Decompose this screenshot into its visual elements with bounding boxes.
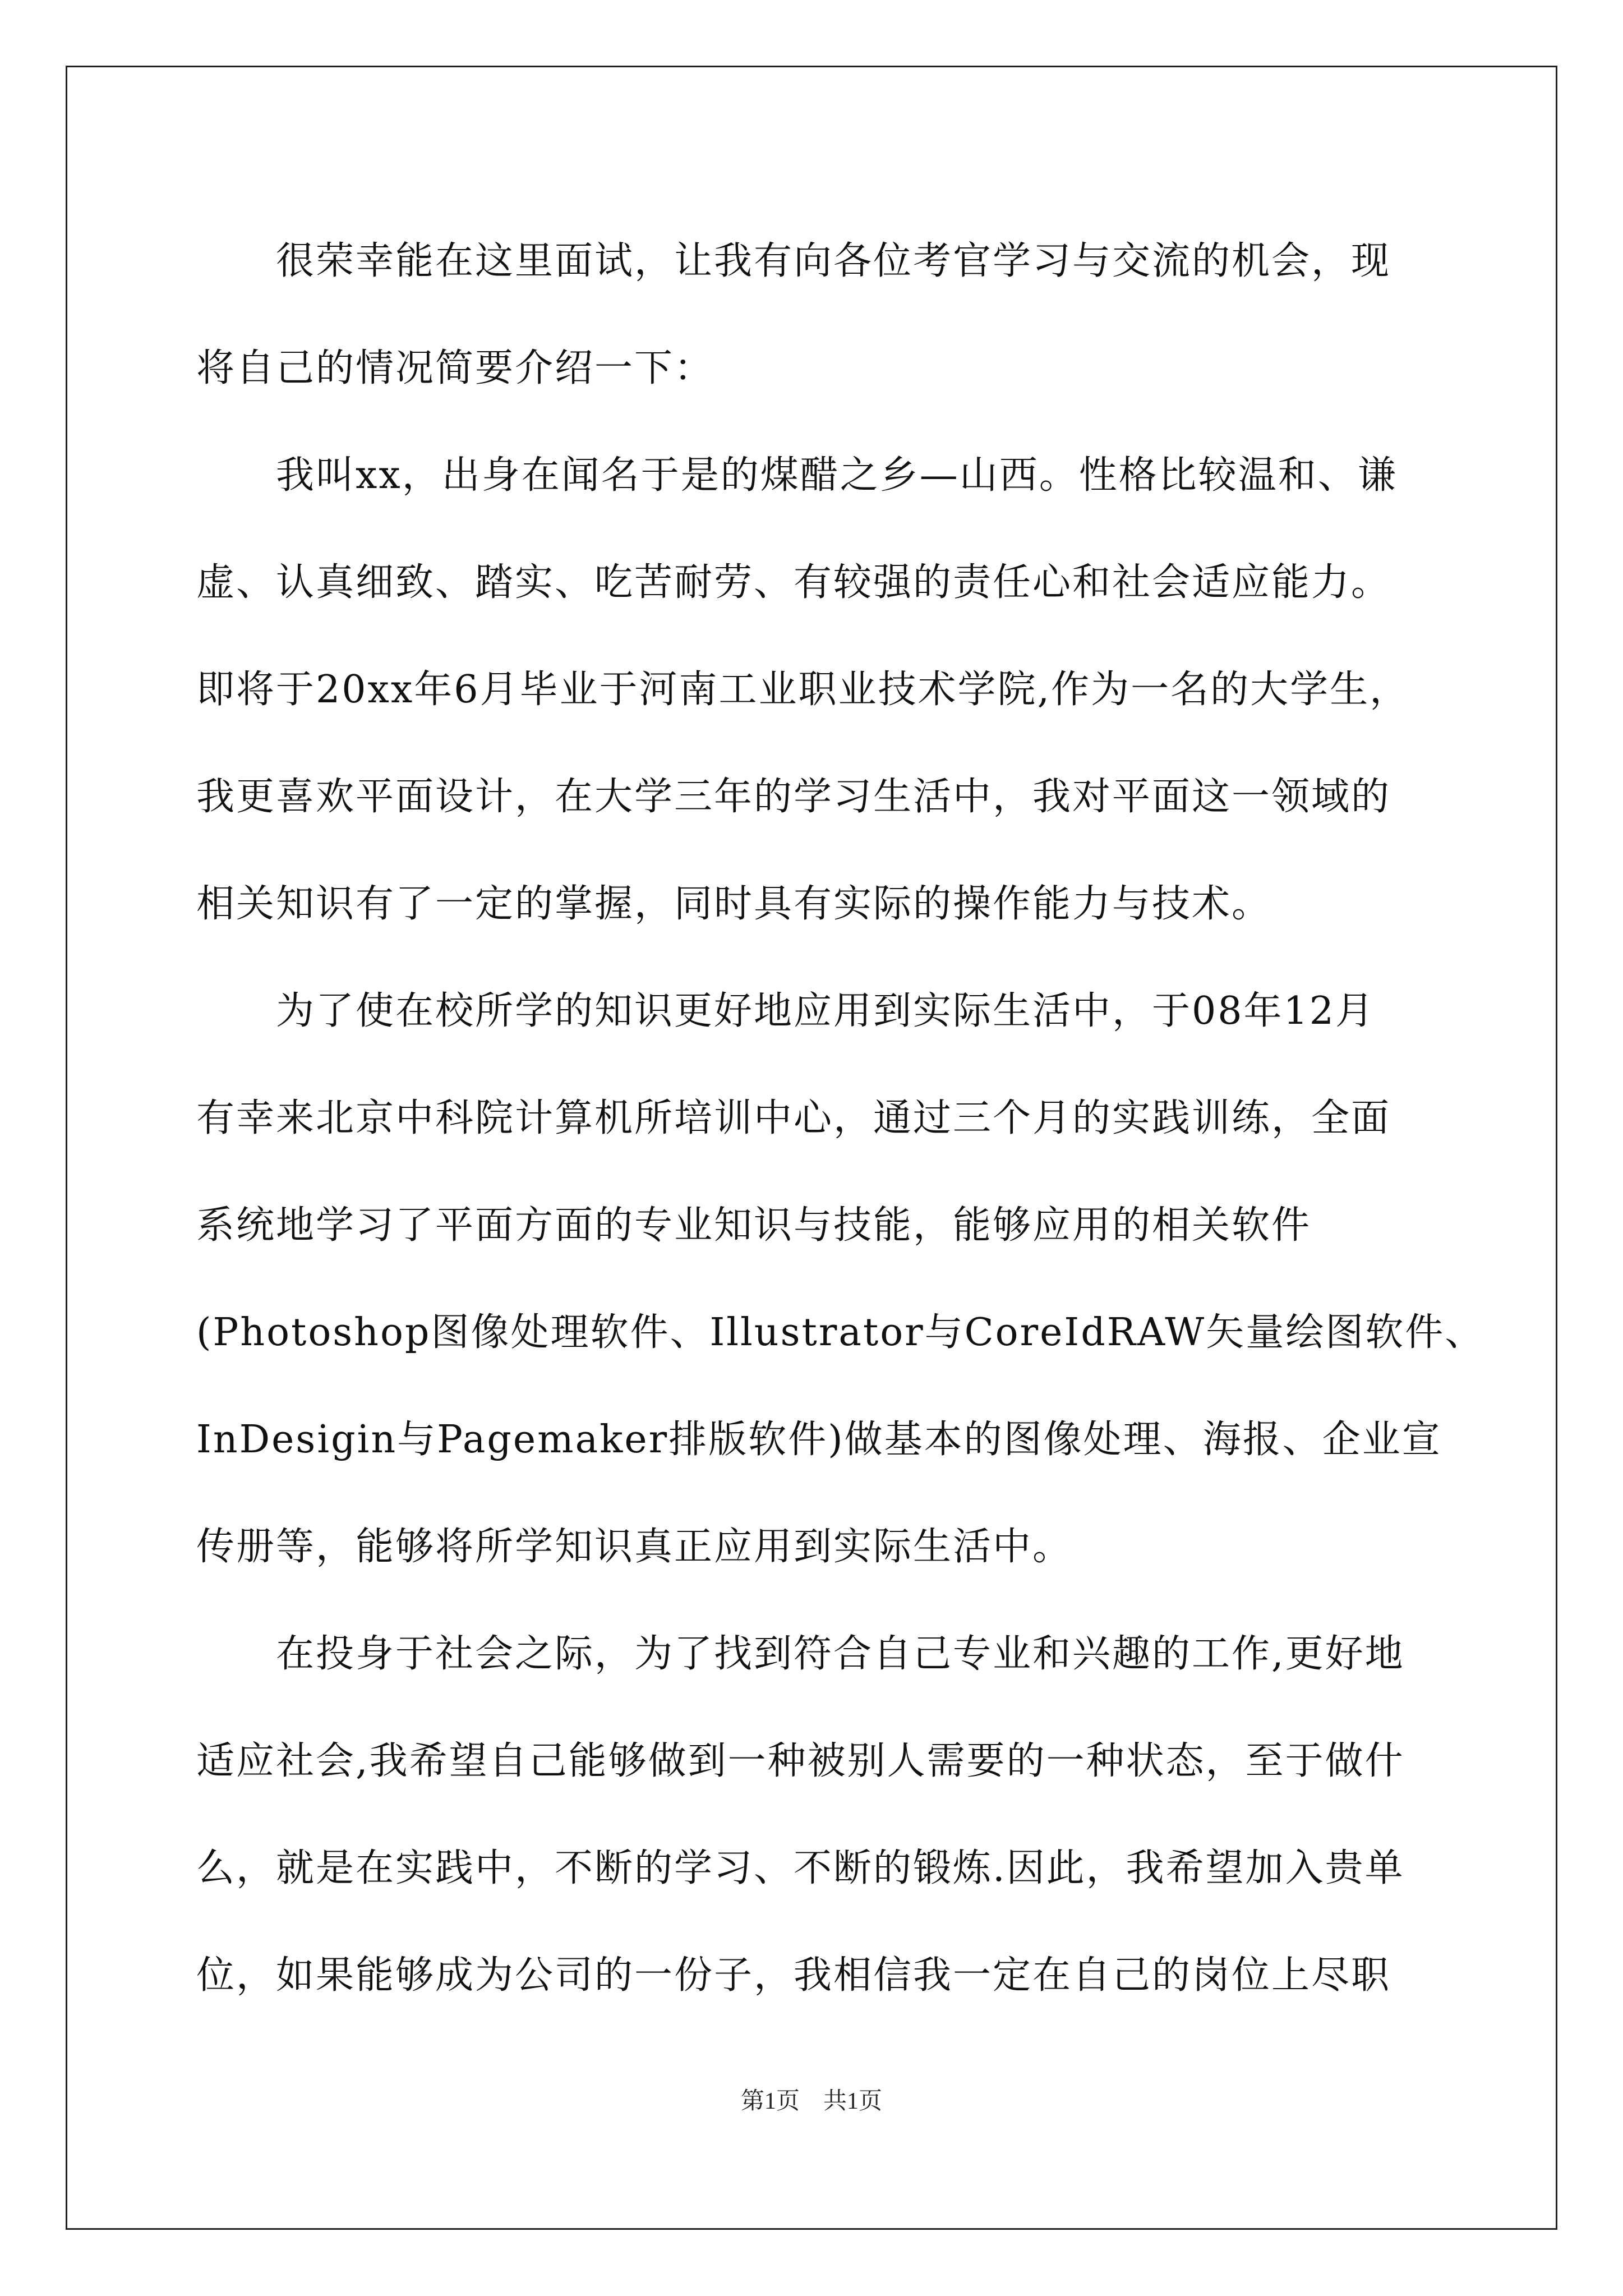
text-line: 即将于20xx年6月毕业于河南工业职业技术学院,作为一名的大学生， xyxy=(196,668,1410,712)
text-line: 相关知识有了一定的掌握，同时具有实际的操作能力与技术。 xyxy=(196,882,1272,926)
text-line: 传册等，能够将所学知识真正应用到实际生活中。 xyxy=(196,1525,1073,1569)
text-line: 将自己的情况简要介绍一下： xyxy=(196,346,714,390)
text-line: 我更喜欢平面设计，在大学三年的学习生活中，我对平面这一领域的 xyxy=(196,775,1391,819)
text-line: 我叫xx，出身在闻名于是的煤醋之乡—山西。性格比较温和、谦 xyxy=(196,453,1398,498)
text-line: 么，就是在实践中，不断的学习、不断的锻炼.因此，我希望加入贵单 xyxy=(196,1846,1405,1890)
text-line: 虚、认真细致、踏实、吃苦耐劳、有较强的责任心和社会适应能力。 xyxy=(196,560,1391,605)
text-line: 有幸来北京中科院计算机所培训中心，通过三个月的实践训练，全面 xyxy=(196,1096,1391,1140)
text-line: 适应社会,我希望自己能够做到一种被别人需要的一种状态，至于做什 xyxy=(196,1739,1405,1783)
text-line: 系统地学习了平面方面的专业知识与技能，能够应用的相关软件 xyxy=(196,1203,1312,1248)
page-number-footer: 第1页 共1页 xyxy=(740,2088,882,2114)
text-line: 很荣幸能在这里面试，让我有向各位考官学习与交流的机会，现 xyxy=(196,239,1391,283)
text-line: 位，如果能够成为公司的一份子，我相信我一定在自己的岗位上尽职 xyxy=(196,1953,1391,1998)
text-line: 为了使在校所学的知识更好地应用到实际生活中，于08年12月 xyxy=(196,989,1376,1033)
text-line: 在投身于社会之际，为了找到符合自己专业和兴趣的工作,更好地 xyxy=(196,1632,1405,1676)
document-body xyxy=(196,208,1485,2029)
text-line: InDesigin与Pagemaker排版软件)做基本的图像处理、海报、企业宣 xyxy=(196,1418,1442,1462)
text-line: (Photoshop图像处理软件、Illustrator与CoreIdRAW矢量绘图软件、 xyxy=(196,1310,1485,1355)
